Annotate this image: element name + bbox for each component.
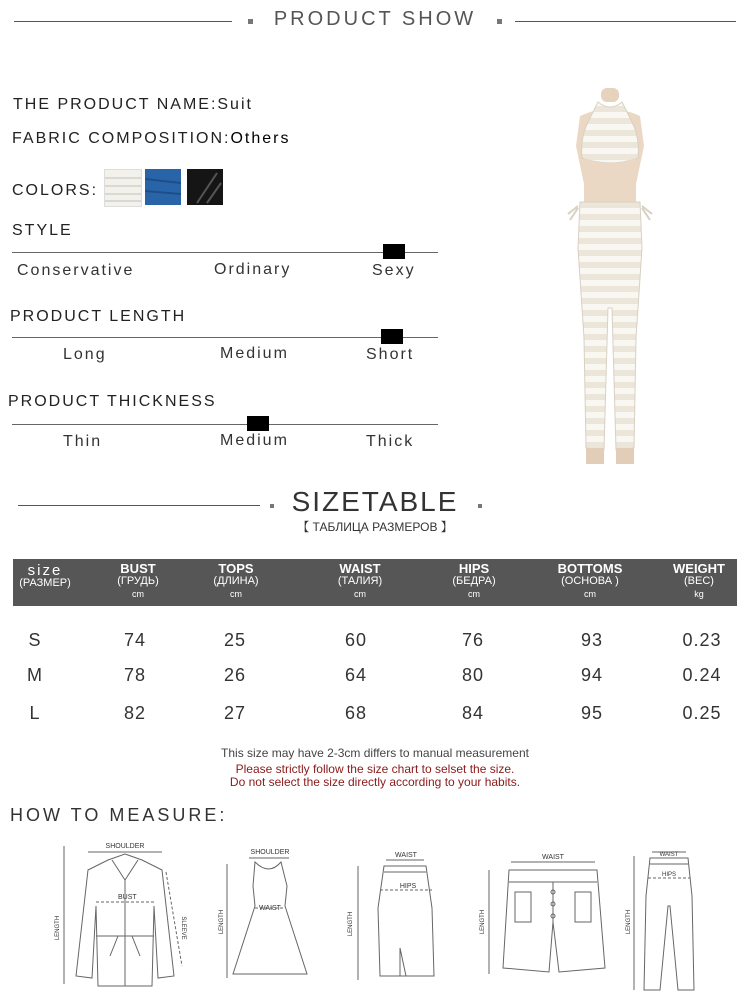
label-waist-skirt: WAIST (395, 852, 417, 859)
cell-bottoms: 95 (580, 703, 604, 723)
color-swatch-blue[interactable] (145, 169, 181, 205)
cell-waist: 68 (344, 703, 368, 723)
style-option-conservative: Conservative (17, 262, 135, 279)
col-bottoms-ru: (ОСНОВА ) (561, 575, 619, 587)
col-tops-unit: cm (230, 589, 242, 599)
measure-pants-figure (622, 846, 712, 996)
cell-size: M (27, 665, 43, 685)
fabric-label: FABRIC COMPOSITION: (12, 130, 231, 147)
label-hips-skirt: HIPS (399, 883, 417, 890)
page-title: PRODUCT SHOW (273, 8, 477, 30)
swatch-black-texture (187, 169, 223, 205)
length-option-short: Short (366, 346, 415, 363)
label-waist-shorts: WAIST (542, 854, 564, 861)
sizetable-subtitle: 【 ТАБЛИЦА РАЗМЕРОВ 】 (297, 520, 453, 534)
col-weight-unit: kg (694, 589, 704, 599)
colors-label: COLORS: (12, 182, 99, 199)
style-option-ordinary: Ordinary (214, 261, 292, 278)
col-size-name: size (27, 562, 63, 579)
length-marker (381, 329, 403, 344)
label-sleeve: SLEEVE (180, 916, 186, 940)
header-right-rule (515, 21, 736, 22)
cell-size: L (29, 703, 41, 723)
note-follow-chart: Please strictly follow the size chart to selset the size. (235, 762, 515, 776)
style-marker (383, 244, 405, 259)
label-waist-dress: WAIST (259, 905, 281, 912)
cell-bust: 74 (123, 630, 147, 650)
color-swatch-white[interactable] (104, 169, 142, 207)
label-shoulder: SHOULDER (105, 843, 145, 850)
style-scale-line (12, 252, 438, 253)
thickness-scale-line (12, 424, 438, 425)
col-hips-unit: cm (468, 589, 480, 599)
cell-tops: 25 (223, 630, 247, 650)
cell-hips: 80 (461, 665, 485, 685)
col-bottoms (546, 559, 634, 606)
measure-skirt-figure (340, 848, 440, 988)
label-length-shorts: LENGTH (480, 909, 486, 935)
cell-weight: 0.25 (682, 703, 722, 723)
col-waist (320, 559, 400, 606)
style-option-sexy: Sexy (372, 262, 416, 279)
col-tops-ru: (ДЛИНА) (213, 575, 259, 587)
col-weight-name: WEIGHT (673, 561, 725, 576)
length-option-medium: Medium (220, 345, 289, 362)
thickness-marker (247, 416, 269, 431)
cell-hips: 76 (461, 630, 485, 650)
col-weight-ru: (ВЕС) (684, 575, 714, 587)
cell-bottoms: 94 (580, 665, 604, 685)
thickness-option-thick: Thick (366, 433, 415, 450)
swatch-blue-texture (145, 169, 181, 205)
cell-waist: 64 (344, 665, 368, 685)
label-hips-pants: HIPS (661, 872, 677, 878)
sizetable-header (13, 559, 737, 606)
cell-tops: 26 (223, 665, 247, 685)
measure-title: HOW TO MEASURE: (10, 805, 228, 825)
col-bottoms-name: BOTTOMS (557, 561, 623, 576)
label-length-pants: LENGTH (626, 909, 632, 935)
cell-tops: 27 (223, 703, 247, 723)
cell-bottoms: 93 (580, 630, 604, 650)
sizetable-right-dot (478, 504, 482, 508)
thickness-option-thin: Thin (63, 433, 103, 450)
col-tops (196, 559, 276, 606)
thickness-label: PRODUCT THICKNESS (8, 393, 217, 410)
sizetable-title: SIZETABLE (291, 486, 459, 517)
col-waist-unit: cm (354, 589, 366, 599)
thickness-option-medium: Medium (220, 432, 289, 449)
col-waist-ru: (ТАЛИЯ) (337, 575, 383, 587)
measure-dress-figure (215, 846, 315, 986)
col-hips-ru: (БЕДРА) (452, 575, 496, 587)
cell-waist: 60 (344, 630, 368, 650)
col-bust-unit: cm (132, 589, 144, 599)
fabric-value: Others (230, 130, 291, 147)
label-length-skirt: LENGTH (348, 911, 354, 937)
col-size-ru: (РАЗМЕР) (19, 577, 71, 589)
col-bust (98, 559, 178, 606)
color-swatch-black[interactable] (187, 169, 223, 205)
style-label: STYLE (12, 222, 73, 239)
cell-hips: 84 (461, 703, 485, 723)
label-length-dress: LENGTH (219, 909, 225, 935)
note-measurement: This size may have 2-3cm differs to manual measurement (221, 746, 529, 760)
fabric-composition (12, 130, 290, 148)
cell-size: S (28, 630, 42, 650)
product-photo (540, 88, 680, 468)
cell-bust: 82 (123, 703, 147, 723)
cell-weight: 0.24 (682, 665, 722, 685)
col-size (13, 559, 77, 606)
col-weight (663, 559, 735, 606)
col-hips (434, 559, 514, 606)
col-bust-name: BUST (120, 561, 156, 576)
cell-bust: 78 (123, 665, 147, 685)
col-hips-name: HIPS (458, 561, 490, 576)
col-bust-ru: (ГРУДЬ) (117, 575, 159, 587)
label-bust: BUST (118, 894, 137, 901)
label-shoulder-dress: SHOULDER (250, 849, 290, 856)
note-habits: Do not select the size directly according to your habits. (229, 775, 521, 789)
col-bottoms-unit: cm (584, 589, 596, 599)
length-option-long: Long (63, 346, 107, 363)
length-label: PRODUCT LENGTH (10, 308, 187, 325)
col-waist-name: WAIST (339, 561, 381, 576)
col-tops-name: TOPS (218, 561, 254, 576)
product-name: THE PRODUCT NAME:Suit (13, 96, 253, 113)
label-waist-pants: WAIST (659, 852, 679, 858)
cell-weight: 0.23 (682, 630, 722, 650)
label-length-jacket: LENGTH (55, 915, 61, 941)
measure-shorts-figure (475, 852, 615, 982)
length-scale-line (12, 337, 438, 338)
swatch-white-texture (105, 170, 141, 206)
measure-jacket-figure (50, 836, 200, 996)
header-right-dot (497, 19, 502, 24)
